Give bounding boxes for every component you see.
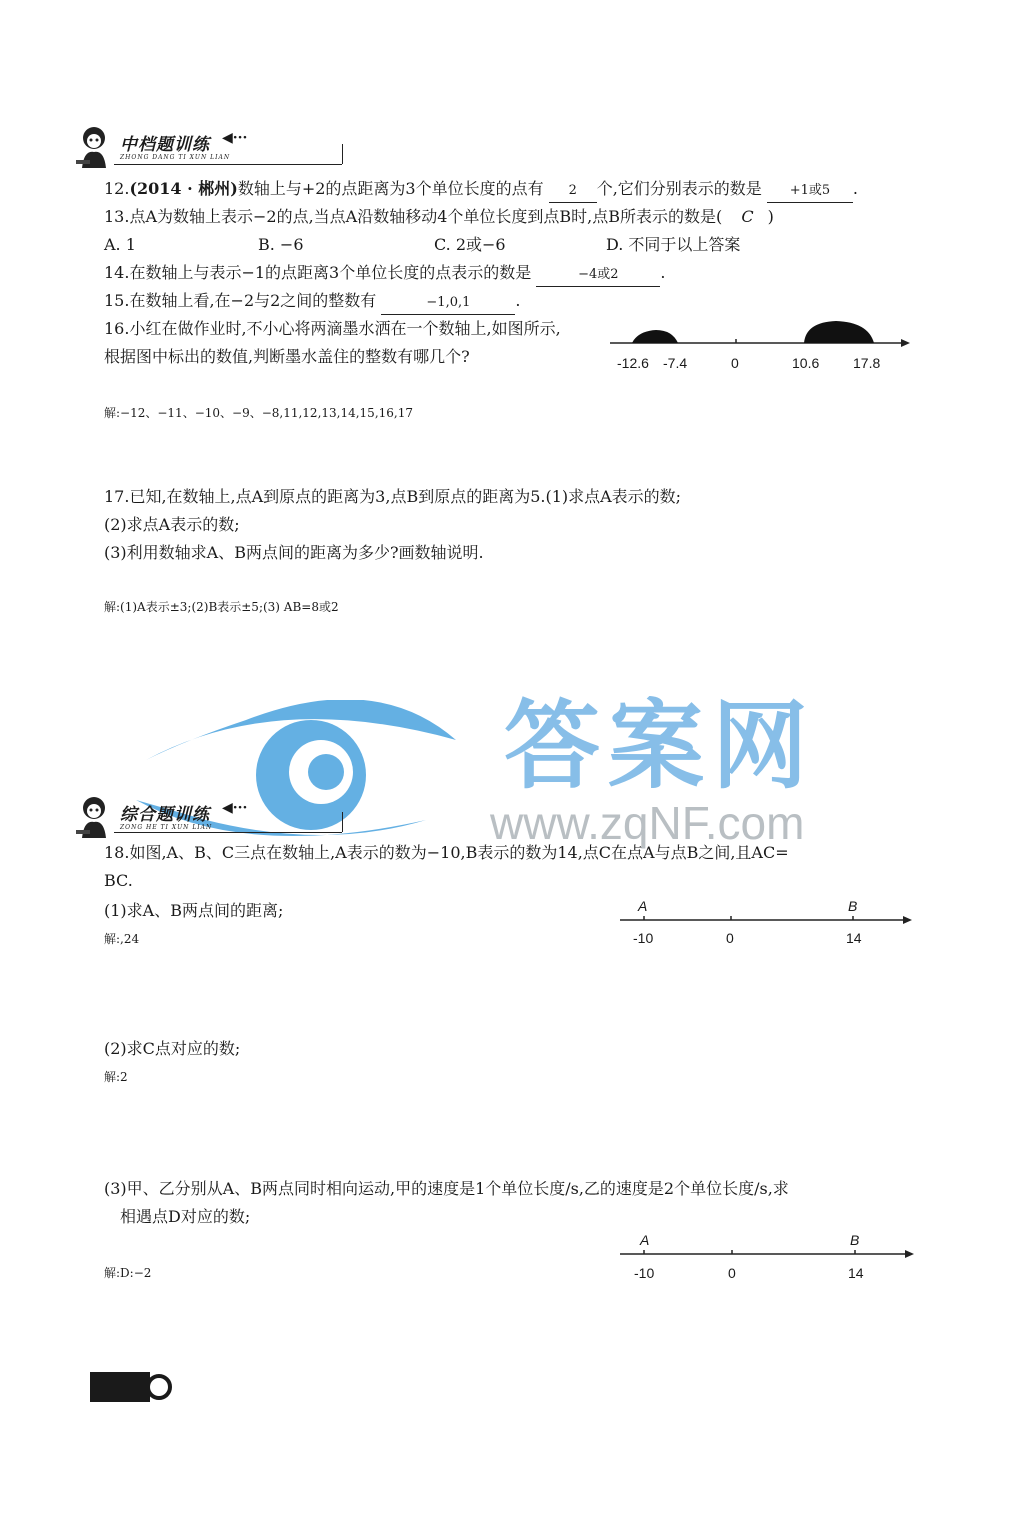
point-b-label: B — [848, 898, 858, 914]
tick-label: -7.4 — [663, 355, 688, 371]
arrow-icon: ◀··· — [222, 130, 248, 146]
section-header-2 — [74, 794, 274, 838]
arrow-icon: ◀··· — [222, 800, 248, 816]
section-subtitle: ZHONG DANG TI XUN LIAN — [120, 154, 231, 161]
mascot-icon — [74, 124, 114, 168]
tick-label: 0 — [731, 355, 739, 371]
question-17-line2: (2)求点A表示的数; — [104, 515, 240, 534]
question-14: 14.在数轴上与表示−1的点距离3个单位长度的点表示的数是 −4或2 . — [104, 262, 665, 287]
question-17-line1: 17.已知,在数轴上,点A到原点的距离为3,点B到原点的距离为5.(1)求点A表示的数; — [104, 487, 682, 506]
page-circle-icon — [146, 1374, 172, 1400]
tick-label: 0 — [728, 1265, 736, 1281]
point-a-label: A — [638, 898, 648, 914]
answer-18-2: 解:2 — [104, 1070, 128, 1084]
answer-choice: C — [741, 207, 754, 226]
section-title: 综合题训练 — [120, 805, 210, 825]
tick-label: -12.6 — [617, 355, 649, 371]
question-18-line2: BC. — [104, 871, 133, 890]
page-corner-marker — [90, 1372, 150, 1402]
section-underline — [114, 164, 342, 165]
tick-label: 14 — [848, 1265, 864, 1281]
answer-17: 解:(1)A表示±3;(2)B表示±5;(3) AB=8或2 — [104, 600, 339, 614]
point-b-label: B — [850, 1232, 860, 1248]
question-18-part3b: 相遇点D对应的数; — [120, 1207, 251, 1226]
tick-label: 14 — [846, 930, 862, 946]
option-a: A. 1 — [104, 235, 136, 254]
tick-label: 10.6 — [792, 355, 820, 371]
tick-label: -10 — [634, 1265, 655, 1281]
question-13: 13.点A为数轴上表示−2的点,当点A沿数轴移动4个单位长度到点B时,点B所表示的数是( C ) — [104, 207, 774, 226]
watermark-title: 答案网 — [504, 690, 816, 802]
question-18-part2: (2)求C点对应的数; — [104, 1039, 241, 1058]
answer-blank: −4或2 — [536, 264, 660, 287]
question-18-part1: (1)求A、B两点间的距离; — [104, 901, 284, 920]
section-title: 中档题训练 — [120, 135, 210, 155]
answer-blank: +1或5 — [767, 180, 853, 203]
mascot-icon — [74, 794, 114, 838]
section-header-1 — [74, 124, 274, 168]
section-underline — [114, 832, 342, 833]
answer-18-1: 解:,24 — [104, 932, 140, 946]
ink-blot-left — [632, 330, 678, 343]
point-a-label: A — [640, 1232, 650, 1248]
question-18-part3a: (3)甲、乙分别从A、B两点同时相向运动,甲的速度是1个单位长度/s,乙的速度是2个单位长度/s,求 — [104, 1179, 789, 1198]
section-subtitle: ZONG HE TI XUN LIAN — [120, 824, 213, 831]
question-18-line1: 18.如图,A、B、C三点在数轴上,A表示的数为−10,B表示的数为14,点C在点A与点B之间,且AC= — [104, 843, 789, 862]
answer-18-3: 解:D:−2 — [104, 1266, 152, 1280]
answer-blank: 2 — [549, 180, 597, 203]
answer-16: 解:−12、−11、−10、−9、−8,11,12,13,14,15,16,17 — [104, 406, 413, 420]
option-c: C. 2或−6 — [434, 235, 506, 254]
tick-label: 17.8 — [853, 355, 881, 371]
question-12: 12.(2014 · 郴州)数轴上与+2的点距离为3个单位长度的点有 2 个,它们分别表示的数是 +1或5 . — [104, 178, 858, 203]
ink-blot-right — [804, 321, 874, 343]
question-15: 15.在数轴上看,在−2与2之间的整数有 −1,0,1 . — [104, 290, 521, 315]
number-line-ab-2 — [620, 1242, 914, 1262]
question-16-line1: 16.小红在做作业时,不小心将两滴墨水洒在一个数轴上,如图所示, — [104, 319, 561, 338]
question-17-line3: (3)利用数轴求A、B两点间的距离为多少?画数轴说明. — [104, 543, 484, 562]
question-16-line2: 根据图中标出的数值,判断墨水盖住的整数有哪几个? — [104, 347, 470, 366]
option-d: D. 不同于以上答案 — [606, 235, 741, 254]
watermark-url: www.zqNF.com — [490, 797, 805, 849]
tick-label: -10 — [633, 930, 654, 946]
tick-label: 0 — [726, 930, 734, 946]
answer-blank: −1,0,1 — [381, 292, 515, 315]
number-line-ink — [610, 312, 910, 352]
option-b: B. −6 — [258, 235, 304, 254]
number-line-ab — [620, 908, 912, 928]
